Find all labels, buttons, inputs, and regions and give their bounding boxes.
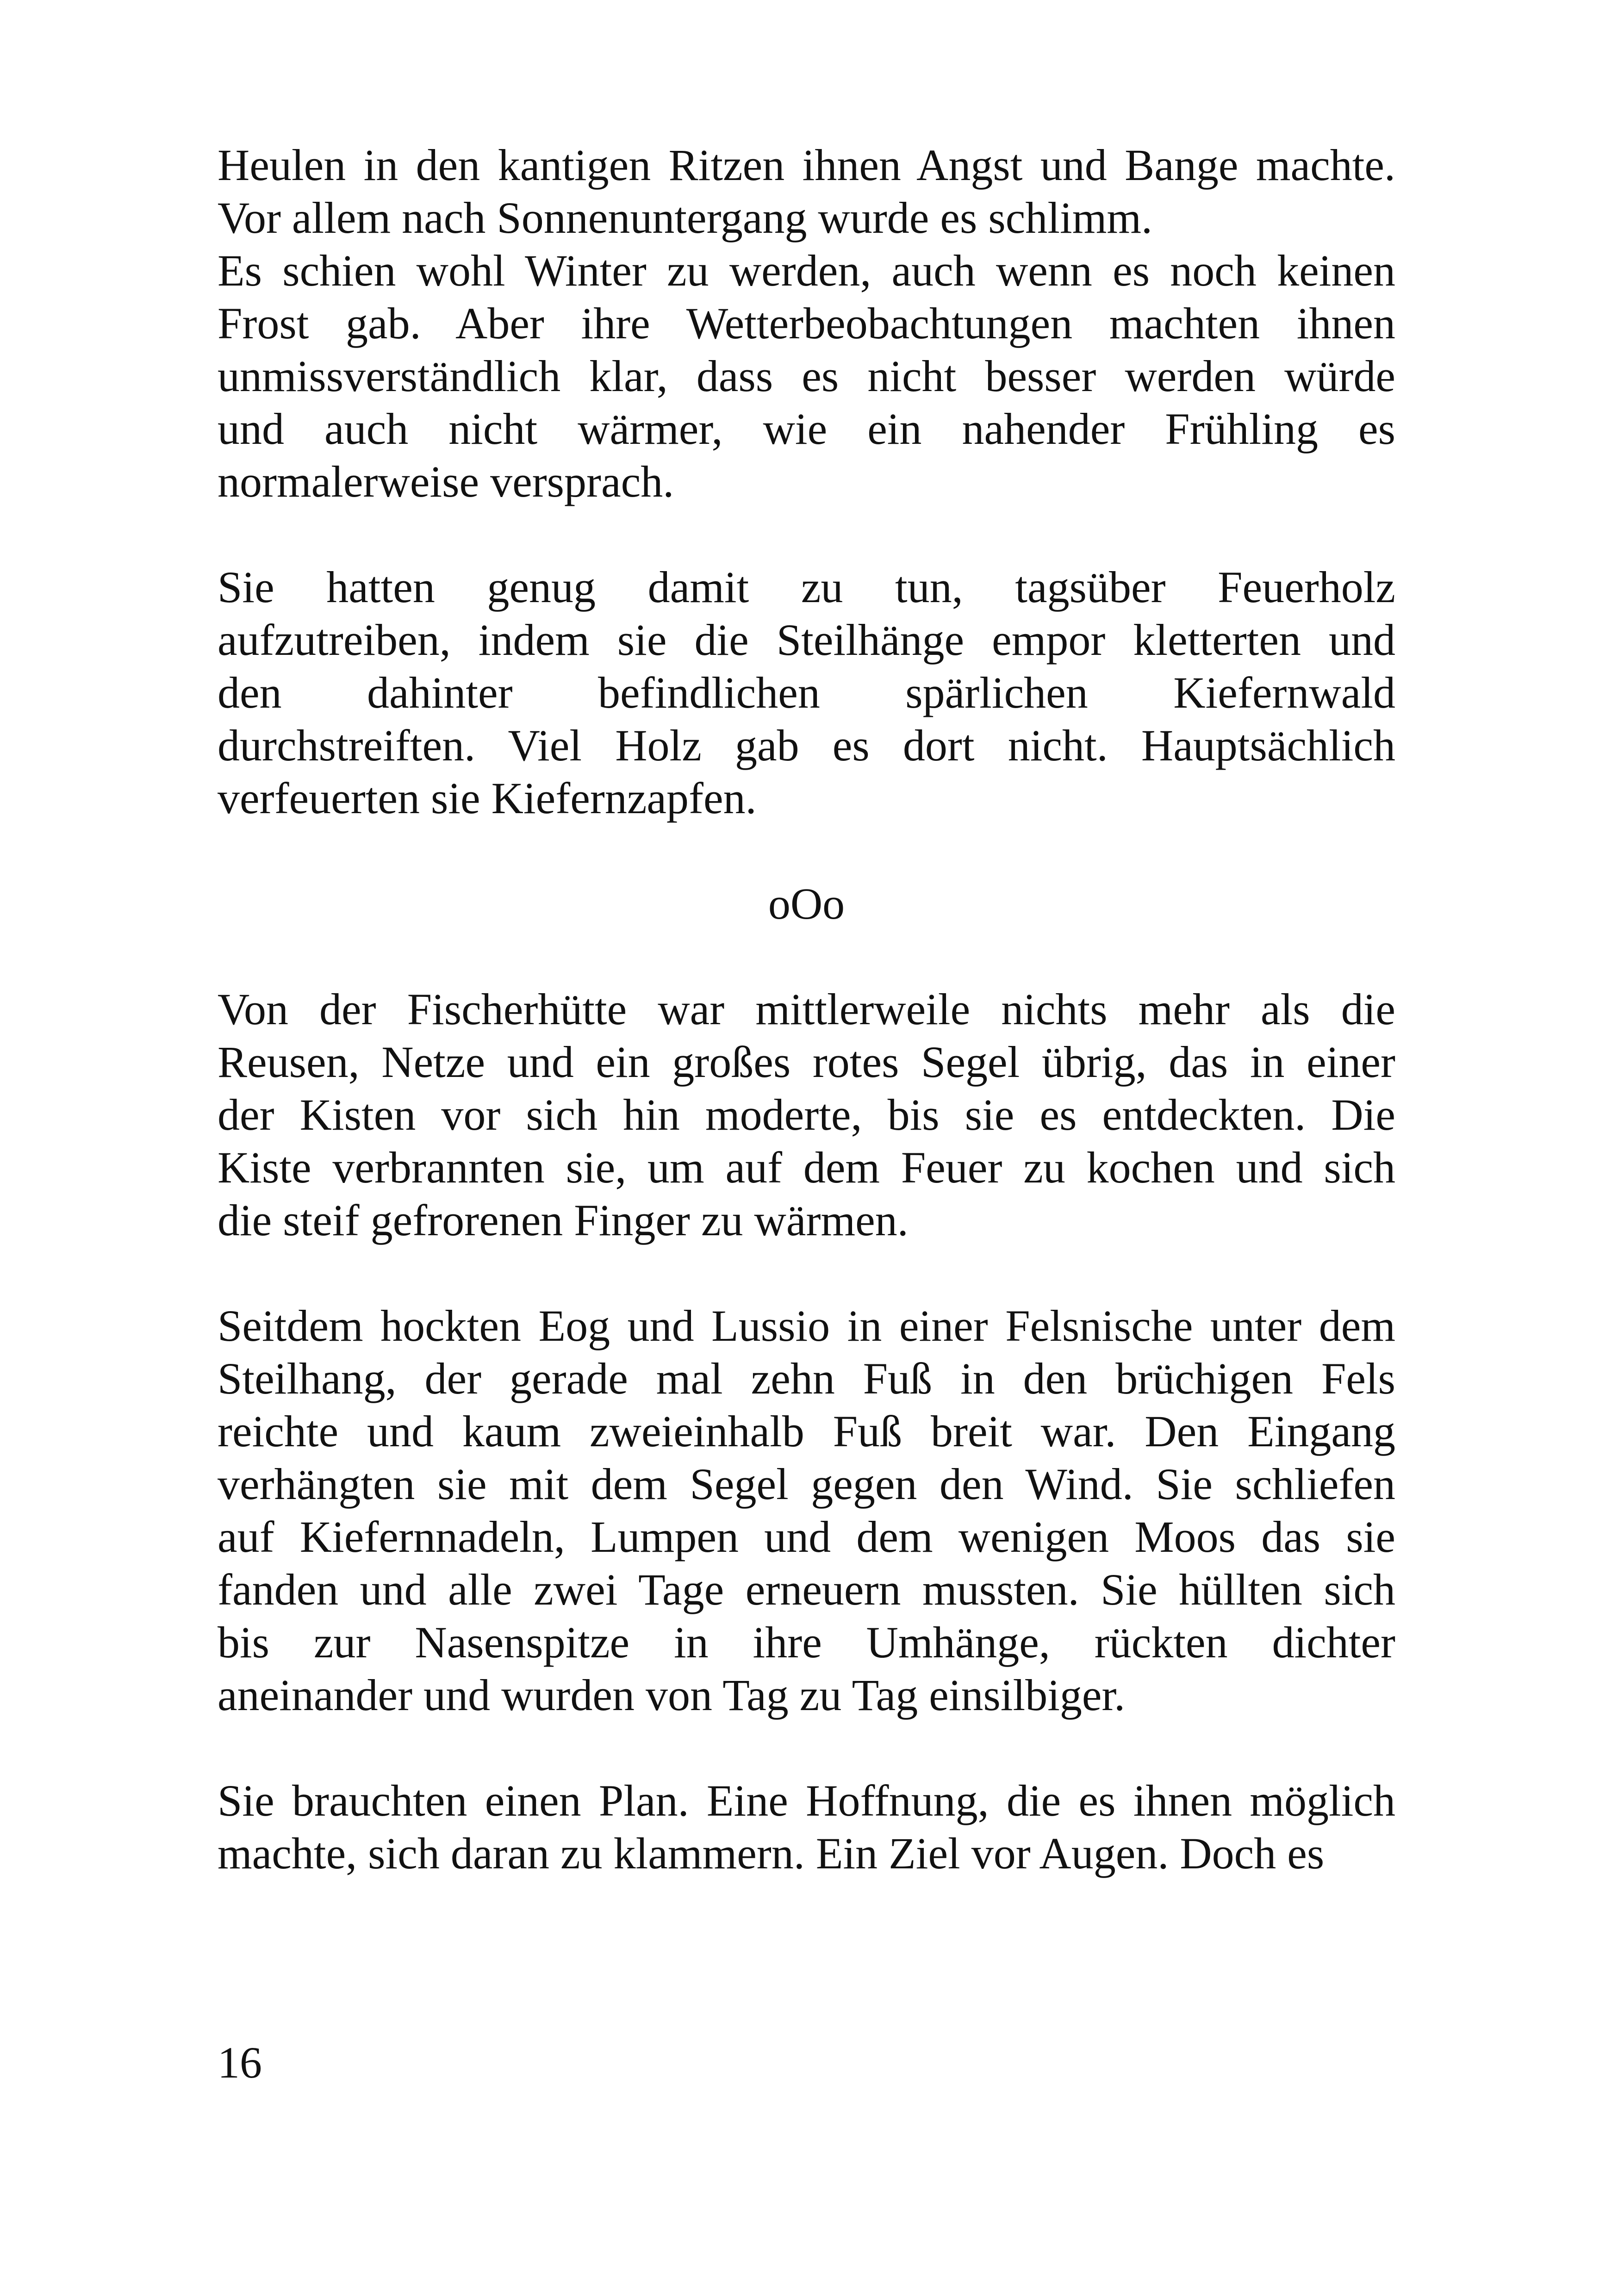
text-line: den dahinter befindlichen spärlichen Kiefernwald [218, 668, 1395, 717]
text-line: Reusen, Netze und ein großes rotes Segel übrig, das in einer [218, 1037, 1395, 1087]
paragraph [218, 1774, 1395, 1880]
text-line: verfeuerten sie Kiefernzapfen. [218, 773, 757, 823]
text-line: Vor allem nach Sonnenuntergang wurde es schlimm. [218, 193, 1153, 243]
text-line: verhängten sie mit dem Segel gegen den Wind. Sie schliefen [218, 1459, 1395, 1509]
page-body [218, 139, 1395, 1880]
scene-separator: oOo [768, 879, 845, 928]
text-line: Frost gab. Aber ihre Wetterbeobachtungen machten ihnen [218, 299, 1395, 348]
page-number: 16 [218, 2038, 262, 2087]
paragraph [218, 561, 1395, 825]
text-line: aneinander und wurden von Tag zu Tag einsilbiger. [218, 1670, 1126, 1720]
text-line: die steif gefrorenen Finger zu wärmen. [218, 1195, 909, 1245]
text-line: auf Kiefernnadeln, Lumpen und dem wenigen Moos das sie [218, 1512, 1395, 1562]
paragraph [218, 244, 1395, 508]
paragraph-gap [218, 930, 1395, 983]
text-line: und auch nicht wärmer, wie ein nahender Frühling es [218, 404, 1395, 454]
paragraph-gap [218, 508, 1395, 561]
text-line: unmissverständlich klar, dass es nicht besser werden würde [218, 351, 1395, 401]
text-line: Kiste verbrannten sie, um auf dem Feuer zu kochen und sich [218, 1143, 1395, 1192]
paragraph [218, 139, 1395, 244]
paragraph-gap [218, 1722, 1395, 1774]
paragraph-gap [218, 1247, 1395, 1300]
text-line: machte, sich daran zu klammern. Ein Ziel vor Augen. Doch es [218, 1829, 1325, 1878]
text-line: durchstreiften. Viel Holz gab es dort nicht. Hauptsächlich [218, 721, 1395, 770]
text-line: Es schien wohl Winter zu werden, auch wenn es noch keinen [218, 246, 1395, 295]
text-line: Heulen in den kantigen Ritzen ihnen Angst und Bange machte. [218, 140, 1395, 190]
paragraph [218, 983, 1395, 1247]
text-line: Sie brauchten einen Plan. Eine Hoffnung, die es ihnen möglich [218, 1776, 1395, 1825]
paragraph-gap [218, 825, 1395, 877]
text-line: reichte und kaum zweieinhalb Fuß breit war. Den Eingang [218, 1406, 1395, 1456]
text-line: Von der Fischerhütte war mittlerweile nichts mehr als die [218, 984, 1395, 1034]
text-line: normalerweise versprach. [218, 457, 674, 506]
text-line: Steilhang, der gerade mal zehn Fuß in den brüchigen Fels [218, 1354, 1395, 1403]
text-line: bis zur Nasenspitze in ihre Umhänge, rückten dichter [218, 1618, 1395, 1667]
text-line: Seitdem hockten Eog und Lussio in einer Felsnische unter dem [218, 1301, 1395, 1350]
text-line: der Kisten vor sich hin moderte, bis sie es entdeckten. Die [218, 1090, 1395, 1139]
paragraph [218, 1300, 1395, 1722]
text-line: Sie hatten genug damit zu tun, tagsüber Feuerholz [218, 562, 1395, 612]
text-line: aufzutreiben, indem sie die Steilhänge empor kletterten und [218, 615, 1395, 665]
text-line: fanden und alle zwei Tage erneuern mussten. Sie hüllten sich [218, 1565, 1395, 1614]
